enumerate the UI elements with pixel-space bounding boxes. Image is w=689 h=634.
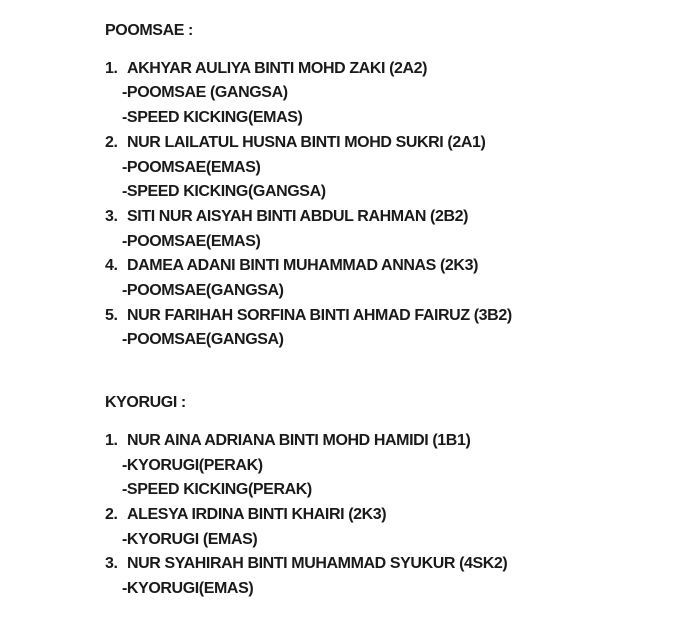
- medal-result: -POOMSAE(GANGSA): [122, 282, 284, 300]
- entry-number: 1.: [105, 59, 118, 77]
- medal-result: -KYORUGI(EMAS): [122, 580, 254, 598]
- entry-number: 4.: [105, 257, 118, 275]
- athlete-name: ALESYA IRDINA BINTI KHAIRI (2K3): [127, 505, 387, 523]
- entry-number: 3.: [105, 555, 118, 573]
- section-kyorugi: [105, 391, 669, 602]
- entry: [105, 304, 669, 353]
- entry: [105, 429, 669, 503]
- entry-number: 2.: [105, 133, 118, 151]
- medal-result: -SPEED KICKING(GANGSA): [122, 183, 326, 201]
- medal-result: -POOMSAE(EMAS): [122, 158, 261, 176]
- medal-result: -KYORUGI(PERAK): [122, 456, 263, 474]
- athlete-name: NUR AINA ADRIANA BINTI MOHD HAMIDI (1B1): [127, 431, 471, 449]
- section-title-kyorugi: KYORUGI :: [105, 394, 186, 412]
- entry: [105, 552, 669, 601]
- medal-result: -POOMSAE (GANGSA): [122, 84, 288, 102]
- entry-number: 1.: [105, 431, 118, 449]
- athlete-name: SITI NUR AISYAH BINTI ABDUL RAHMAN (2B2): [127, 207, 469, 225]
- entry: [105, 205, 669, 254]
- entry-number: 2.: [105, 505, 118, 523]
- athlete-name: NUR FARIHAH SORFINA BINTI AHMAD FAIRUZ (3B2): [127, 306, 512, 324]
- medal-result: -POOMSAE(GANGSA): [122, 331, 284, 349]
- medal-result: -SPEED KICKING(EMAS): [122, 109, 303, 127]
- athlete-name: NUR SYAHIRAH BINTI MUHAMMAD SYUKUR (4SK2): [127, 555, 508, 573]
- athlete-name: AKHYAR AULIYA BINTI MOHD ZAKI (2A2): [127, 59, 428, 77]
- entry: [105, 503, 669, 552]
- entry-number: 3.: [105, 207, 118, 225]
- section-poomsae: [105, 19, 669, 353]
- medal-result: -KYORUGI (EMAS): [122, 530, 258, 548]
- entry-number: 5.: [105, 306, 118, 324]
- entry: [105, 57, 669, 131]
- athlete-name: DAMEA ADANI BINTI MUHAMMAD ANNAS (2K3): [127, 257, 479, 275]
- entry: [105, 254, 669, 303]
- entry: [105, 131, 669, 205]
- medal-result: -SPEED KICKING(PERAK): [122, 481, 312, 499]
- medal-result: -POOMSAE(EMAS): [122, 232, 261, 250]
- athlete-name: NUR LAILATUL HUSNA BINTI MOHD SUKRI (2A1): [127, 133, 486, 151]
- section-title-poomsae: POOMSAE :: [105, 22, 193, 39]
